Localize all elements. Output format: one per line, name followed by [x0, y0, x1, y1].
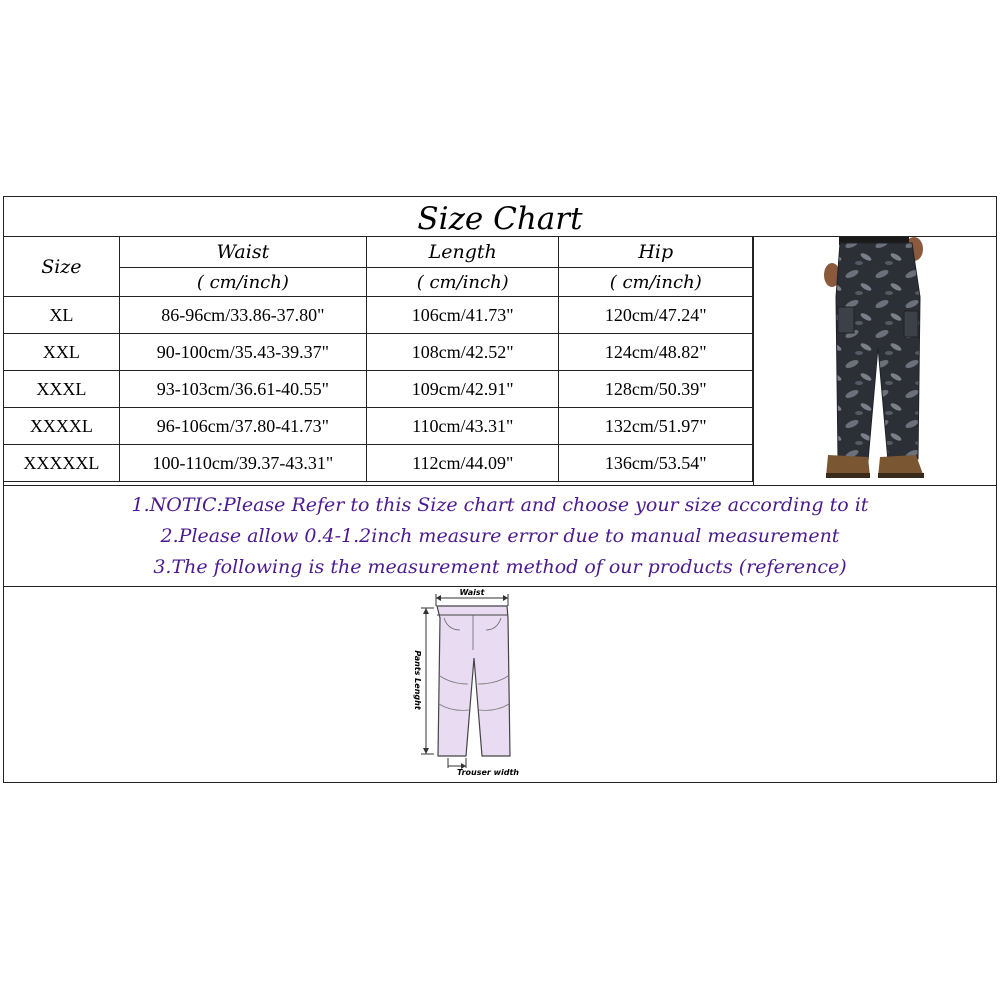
note-line: 1.NOTIC:Please Refer to this Size chart and choose your size according to it — [131, 494, 869, 516]
length-cell: 108cm/42.52" — [366, 334, 559, 371]
length-cell: 106cm/41.73" — [366, 297, 559, 334]
size-cell: XXXXL — [4, 408, 119, 445]
hip-cell: 128cm/50.39" — [559, 371, 753, 408]
size-cell: XXL — [4, 334, 119, 371]
waist-cell: 96-106cm/37.80-41.73" — [119, 408, 366, 445]
size-cell: XXXL — [4, 371, 119, 408]
size-table — [4, 237, 753, 482]
hip-header: Hip — [559, 237, 753, 268]
table-row — [4, 297, 753, 334]
length-cell: 110cm/43.31" — [366, 408, 559, 445]
model-photo — [753, 237, 996, 485]
waist-header: Waist — [119, 237, 366, 268]
length-unit: ( cm/inch) — [366, 268, 559, 297]
note-line: 3.The following is the measurement method of our products (reference) — [153, 556, 847, 578]
waist-cell: 100-110cm/39.37-43.31" — [119, 445, 366, 482]
size-chart-title: Size Chart — [4, 197, 996, 237]
hip-cell: 136cm/53.54" — [559, 445, 753, 482]
length-header: Length — [366, 237, 559, 268]
length-cell: 112cm/44.09" — [366, 445, 559, 482]
table-row — [4, 334, 753, 371]
hip-cell: 120cm/47.24" — [559, 297, 753, 334]
size-cell: XXXXXL — [4, 445, 119, 482]
hip-cell: 132cm/51.97" — [559, 408, 753, 445]
size-cell: XL — [4, 297, 119, 334]
measurement-diagram — [404, 588, 544, 780]
pants-length-label: Pants Lenght — [413, 650, 422, 710]
size-header: Size — [4, 237, 119, 297]
table-row — [4, 445, 753, 482]
length-cell: 109cm/42.91" — [366, 371, 559, 408]
waist-cell: 86-96cm/33.86-37.80" — [119, 297, 366, 334]
note-line: 2.Please allow 0.4-1.2inch measure error due to manual measurement — [160, 525, 840, 547]
hip-unit: ( cm/inch) — [559, 268, 753, 297]
waist-cell: 93-103cm/36.61-40.55" — [119, 371, 366, 408]
waist-cell: 90-100cm/35.43-39.37" — [119, 334, 366, 371]
table-row — [4, 371, 753, 408]
size-chart-frame — [3, 196, 997, 783]
notes-section — [4, 485, 996, 587]
table-row — [4, 408, 753, 445]
trouser-width-label: Trouser width — [456, 768, 520, 777]
waist-label: Waist — [459, 588, 485, 597]
camo-pants-image — [754, 237, 996, 485]
waist-unit: ( cm/inch) — [119, 268, 366, 297]
hip-cell: 124cm/48.82" — [559, 334, 753, 371]
